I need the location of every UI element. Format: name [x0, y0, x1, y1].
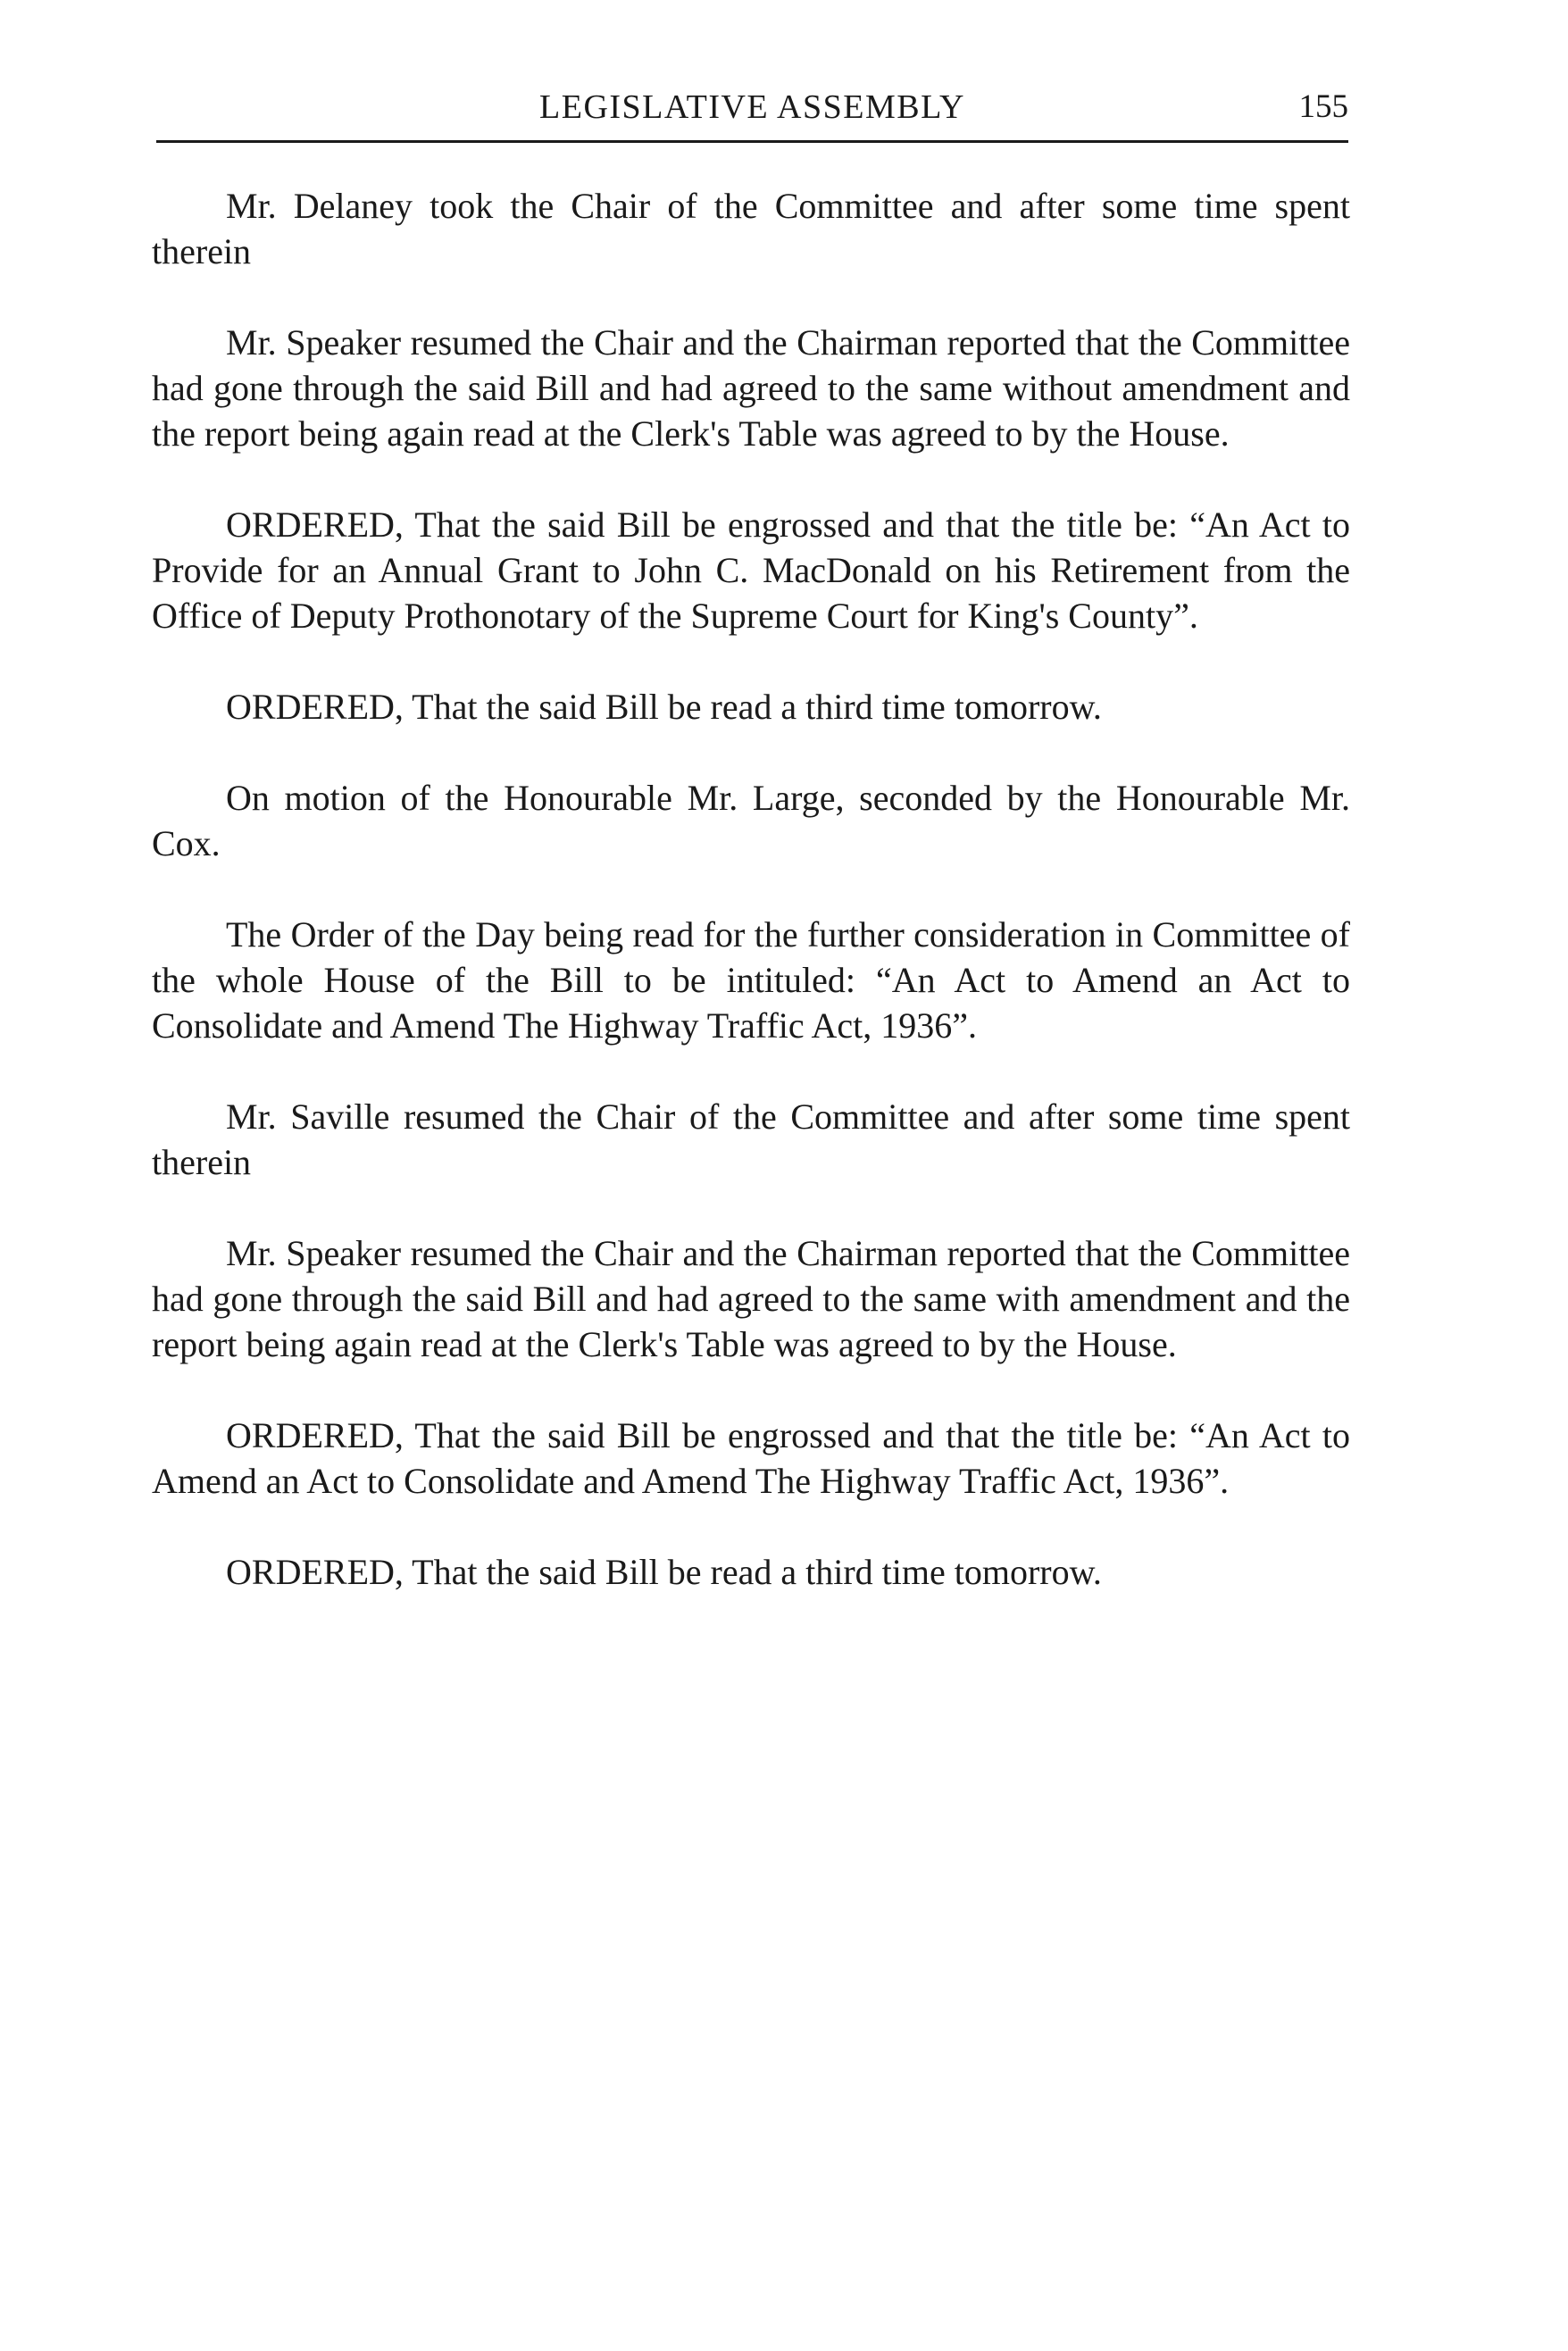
- paragraph-order-of-day-highway-traffic: The Order of the Day being read for the further consideration in Committee of the whole House of the Bill to be intituled: “An Act to Amend an Act to Consolidate and Amend The Highway Traffic Act, 1936”.: [152, 914, 1350, 1046]
- running-head: [156, 88, 1348, 141]
- paragraph-committee-chair-saville: Mr. Saville resumed the Chair of the Committee and after some time spent therein: [152, 1096, 1350, 1182]
- paragraph-ordered-title-highway-traffic: ORDERED, That the said Bill be engrossed and that the title be: “An Act to Amend an Act to Consolidate and Amend The Highway Traffic Act, 1936”.: [152, 1415, 1350, 1501]
- paragraph-ordered-third-reading-final: ORDERED, That the said Bill be read a third time tomorrow.: [226, 1552, 1102, 1592]
- paragraph-ordered-title-grant-bill: ORDERED, That the said Bill be engrossed and that the title be: “An Act to Provide for an Annual Grant to John C. MacDonald on his Retirement from the Office of Deputy Prothonotary of the Supreme Court for King's County”.: [152, 504, 1350, 636]
- journal-body: [152, 183, 1350, 1640]
- paragraph-speaker-report-without-amendment: Mr. Speaker resumed the Chair and the Chairman reported that the Committee had gone through the said Bill and had agreed to the same without amendment and the report being again read at the Clerk's Table was agreed to by the House.: [152, 322, 1350, 454]
- paragraph-speaker-report-with-amendment: Mr. Speaker resumed the Chair and the Chairman reported that the Committee had gone through the said Bill and had agreed to the same with amendment and the report being again read at the Clerk's Table was agreed to by the House.: [152, 1233, 1350, 1364]
- paragraph-committee-chair-delaney: Mr. Delaney took the Chair of the Committee and after some time spent therein: [152, 186, 1350, 271]
- page-number: 155: [1298, 88, 1348, 125]
- paragraph-ordered-third-reading: ORDERED, That the said Bill be read a third time tomorrow.: [226, 687, 1102, 727]
- paragraph-motion-large-cox: On motion of the Honourable Mr. Large, seconded by the Honourable Mr. Cox.: [152, 778, 1350, 863]
- header-rule: [156, 140, 1348, 143]
- running-title: LEGISLATIVE ASSEMBLY: [539, 88, 965, 126]
